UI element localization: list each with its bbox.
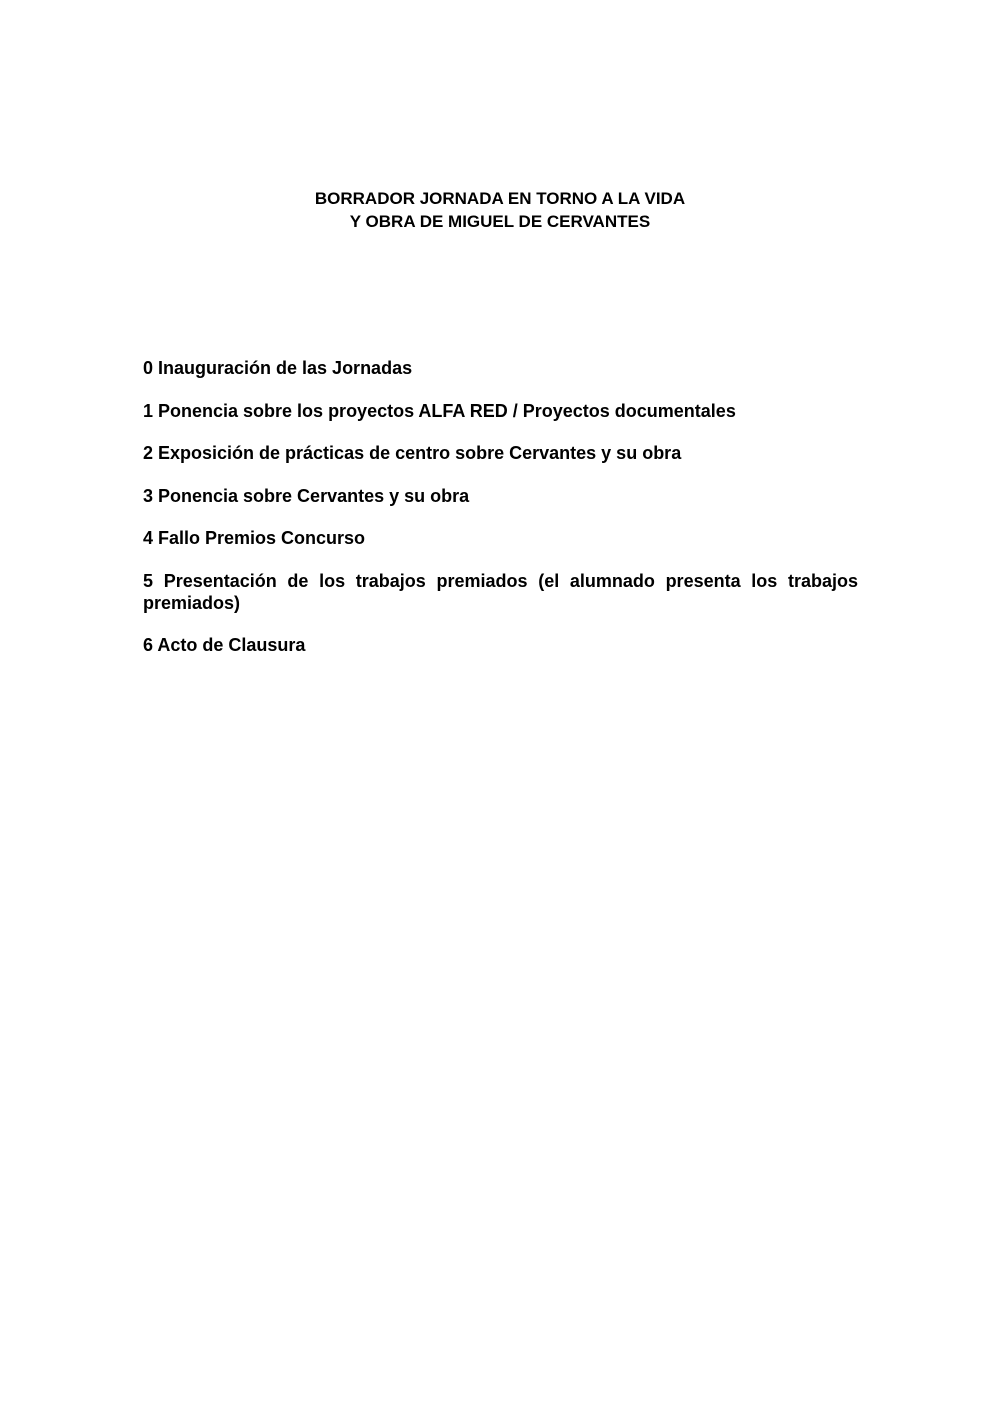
agenda-list	[143, 357, 858, 677]
agenda-item-ponencia-alfa-red: 1 Ponencia sobre los proyectos ALFA RED / Proyectos documentales	[143, 400, 736, 421]
agenda-item-inauguracion: 0 Inauguración de las Jornadas	[143, 358, 413, 378]
agenda-item-clausura: 6 Acto de Clausura	[143, 635, 306, 655]
document-title	[0, 187, 1000, 233]
agenda-item-fallo-premios: 4 Fallo Premios Concurso	[143, 528, 366, 548]
agenda-item-exposicion-practicas: 2 Exposición de prácticas de centro sobre Cervantes y su obra	[143, 443, 682, 463]
agenda-item-ponencia-cervantes: 3 Ponencia sobre Cervantes y su obra	[143, 485, 470, 506]
title-line-1: BORRADOR JORNADA EN TORNO A LA VIDA	[314, 189, 686, 208]
agenda-item-presentacion-trabajos: 5 Presentación de los trabajos premiados (el alumnado presenta los trabajos premiados)	[143, 570, 858, 613]
title-line-2: Y OBRA DE MIGUEL DE CERVANTES	[349, 212, 651, 231]
